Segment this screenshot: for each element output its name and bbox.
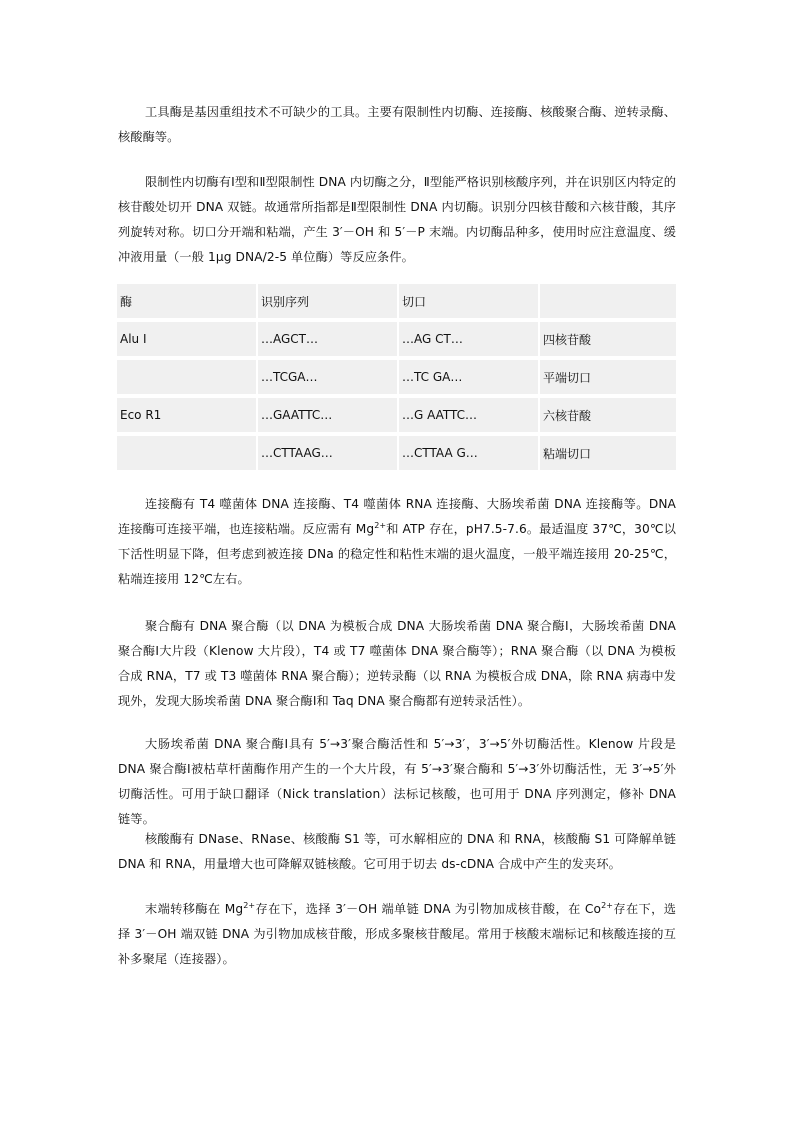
table-cell: …AGCT… — [258, 322, 399, 360]
table-header-row — [117, 284, 676, 322]
table-cell: 四核苷酸 — [540, 322, 676, 360]
table-header-cell: 酶 — [117, 284, 258, 322]
enzyme-table — [117, 284, 676, 474]
table-cell: …GAATTC… — [258, 398, 399, 436]
paragraph-tool-enzymes: 工具酶是基因重组技术不可缺少的工具。主要有限制性内切酶、连接酶、核酸聚合酶、逆转录酶、核酸酶等。 — [118, 105, 676, 144]
paragraph-nucleases: 核酸酶有 DNase、RNase、核酸酶 S1 等，可水解相应的 DNA 和 RNA，核酸酶 S1 可降解单链 DNA 和 RNA，用量增大也可降解双链核酸。它可用于切去 ds-cDNA 合成中产生的发夹环。 — [118, 832, 676, 871]
table-cell: 平端切口 — [540, 360, 676, 398]
paragraph-polymerases: 聚合酶有 DNA 聚合酶（以 DNA 为模板合成 DNA 大肠埃希菌 DNA 聚合酶Ⅰ，大肠埃希菌 DNA 聚合酶Ⅰ大片段（Klenow 大片段），T4 或 T7 噬菌体 DNA 聚合酶等）；RNA 聚合酶（以 DNA 为模板合成 RNA，T7 或 T3 噬菌体 RNA 聚合酶）；逆转录酶（以 RNA 为模板合成 DNA，除 RNA 病毒中发现外，发现大肠埃希菌 DNA 聚合酶Ⅰ和 Taq DNA 聚合酶都有逆转录活性）。 — [118, 619, 676, 708]
paragraph-terminal-transferase: 末端转移酶在 $Mg^{2+}$存在下，选择 3′－OH 端单链 DNA 为引物加成核苷酸，在 $Co^{2+}$存在下，选择 3′－OH 端双链 DNA 为引物加成核苷酸，形成多聚核苷酸尾。常用于核酸末端标记和核酸连接的互补多聚尾（连接器）。 — [118, 901, 677, 966]
table-row — [117, 322, 676, 360]
table-cell: Eco R1 — [117, 398, 258, 436]
table-cell: …CTTAAG… — [258, 436, 399, 474]
table-header-cell: 切口 — [399, 284, 540, 322]
table-row — [117, 436, 676, 474]
table-cell: …G AATTC… — [399, 398, 540, 436]
paragraph-ligases: 连接酶有 T4 噬菌体 DNA 连接酶、T4 噬菌体 RNA 连接酶、大肠埃希菌 DNA 连接酶等。DNA 连接酶可连接平端，也连接粘端。反应需有 $Mg^{2+}$和 ATP 存在，pH7.5-7.6。最适温度 37℃，30℃以下活性明显下降，但考虑到被连接 DNa 的稳定性和粘性末端的退火温度，一般平端连接用 20-25℃，粘端连接用 12℃左右。 — [118, 497, 676, 586]
table-header-cell — [540, 284, 676, 322]
table-header-cell: 识别序列 — [258, 284, 399, 322]
table-cell: …TC GA… — [399, 360, 540, 398]
table-cell — [117, 360, 258, 398]
table-cell — [117, 436, 258, 474]
table-row — [117, 360, 676, 398]
paragraph-restriction-enzymes: 限制性内切酶有Ⅰ型和Ⅱ型限制性 DNA 内切酶之分，Ⅱ型能严格识别核酸序列，并在识别区内特定的核苷酸处切开 DNA 双链。故通常所指都是Ⅱ型限制性 DNA 内切酶。识别分四核苷酸和六核苷酸，其序列旋转对称。切口分开端和粘端，产生 3′－OH 和 5′－P 末端。内切酶品种多，使用时应注意温度、缓冲液用量（一般 1μg DNA/2-5 单位酶）等反应条件。 — [118, 175, 676, 264]
table-cell: Alu Ⅰ — [117, 322, 258, 360]
table-cell: …AG CT… — [399, 322, 540, 360]
table-cell: …TCGA… — [258, 360, 399, 398]
table-cell: 六核苷酸 — [540, 398, 676, 436]
table-row — [117, 398, 676, 436]
paragraph-dna-polymerase-i: 大肠埃希菌 DNA 聚合酶Ⅰ具有 5′→3′聚合酶活性和 5′→3′，3′→5′外切酶活性。Klenow 片段是 DNA 聚合酶Ⅰ被枯草杆菌酶作用产生的一个大片段，有 5′→3′聚合酶和 5′→3′外切酶活性，无 3′→5′外切酶活性。可用于缺口翻译（Nick translation）法标记核酸，也可用于 DNA 序列测定，修补 DNA 链等。 — [118, 737, 676, 826]
table-cell: 粘端切口 — [540, 436, 676, 474]
table-cell: …CTTAA G… — [399, 436, 540, 474]
